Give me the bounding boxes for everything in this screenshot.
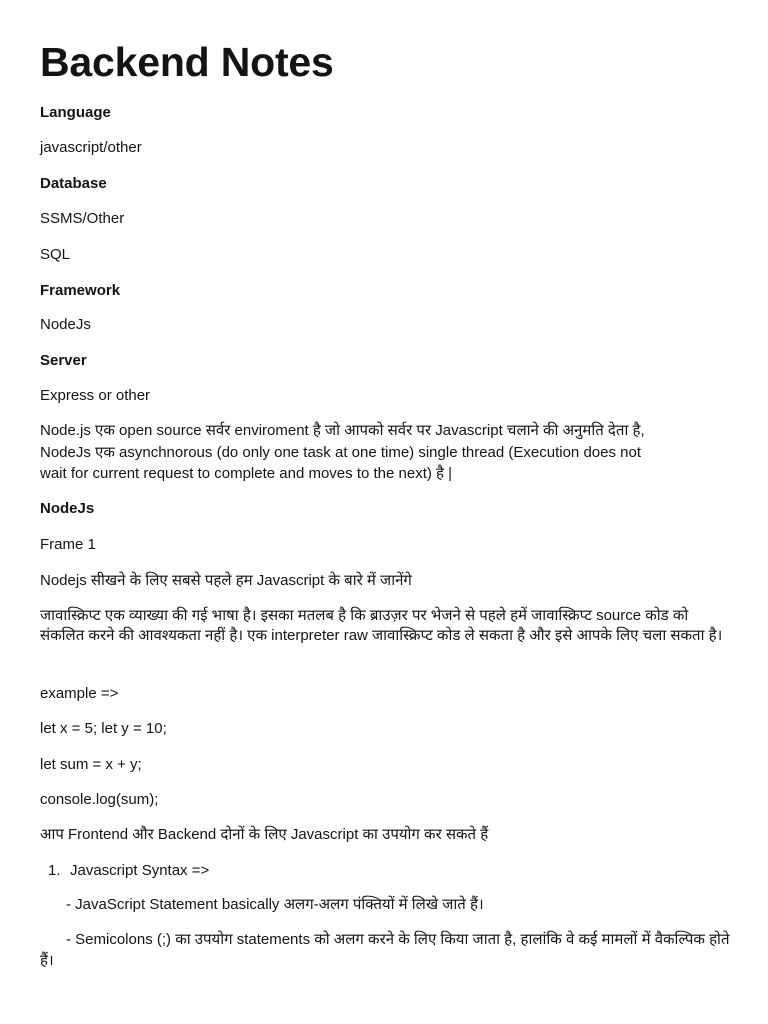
node-description-line-1: Node.js एक open source सर्वर enviroment है जो आपको सर्वर पर Javascript चलाने की अनुमति देता है, bbox=[40, 422, 645, 439]
database-heading: Database bbox=[40, 175, 107, 192]
database-value-ssms: SSMS/Other bbox=[40, 210, 125, 227]
page-title: Backend Notes bbox=[40, 39, 334, 85]
nodejs-heading: NodeJs bbox=[40, 500, 95, 517]
frame-label: Frame 1 bbox=[40, 536, 96, 553]
list-item-text: Javascript Syntax => bbox=[70, 862, 210, 879]
code-line-1: let x = 5; let y = 10; bbox=[40, 720, 167, 737]
learn-javascript-first: Nodejs सीखने के लिए सबसे पहले हम Javascript के बारे में जानेंगे bbox=[40, 572, 412, 589]
node-description-line-2: NodeJs एक asynchnorous (do only one task at one time) single thread (Execution does not bbox=[40, 444, 641, 461]
server-value: Express or other bbox=[40, 387, 151, 404]
node-description-line-3: wait for current request to complete and moves to the next) है | bbox=[40, 465, 453, 482]
list-item-number: 1. bbox=[48, 862, 61, 879]
usage-note: आप Frontend और Backend दोनों के लिए Javascript का उपयोग कर सकते हैं bbox=[40, 826, 489, 843]
syntax-note-semicolons: - Semicolons (;) का उपयोग statements को अलग करने के लिए किया जाता है, हालांकि वे कई मामलों में वैकल्पिक होते हैं। bbox=[40, 931, 730, 969]
language-value: javascript/other bbox=[40, 139, 142, 156]
server-heading: Server bbox=[40, 352, 87, 369]
database-value-sql: SQL bbox=[40, 246, 71, 263]
code-line-2: let sum = x + y; bbox=[40, 756, 142, 773]
example-label: example => bbox=[40, 685, 119, 702]
language-heading: Language bbox=[40, 104, 111, 121]
syntax-note-statements: - JavaScript Statement basically अलग-अलग पंक्तियों में लिखे जाते हैं। bbox=[66, 896, 484, 913]
javascript-definition: जावास्क्रिप्ट एक व्याख्या की गई भाषा है। इसका मतलब है कि ब्राउज़र पर भेजने से पहले हमें जावास्क्रिप्ट source कोड को संकलित करने की आवश्यकता नहीं है। एक interpreter raw जावास्क्रिप्ट कोड ले सकता है और इसे आपके लिए चला सकता है। bbox=[40, 607, 723, 644]
code-line-3: console.log(sum); bbox=[40, 791, 159, 808]
framework-heading: Framework bbox=[40, 282, 121, 299]
framework-value: NodeJs bbox=[40, 316, 91, 333]
